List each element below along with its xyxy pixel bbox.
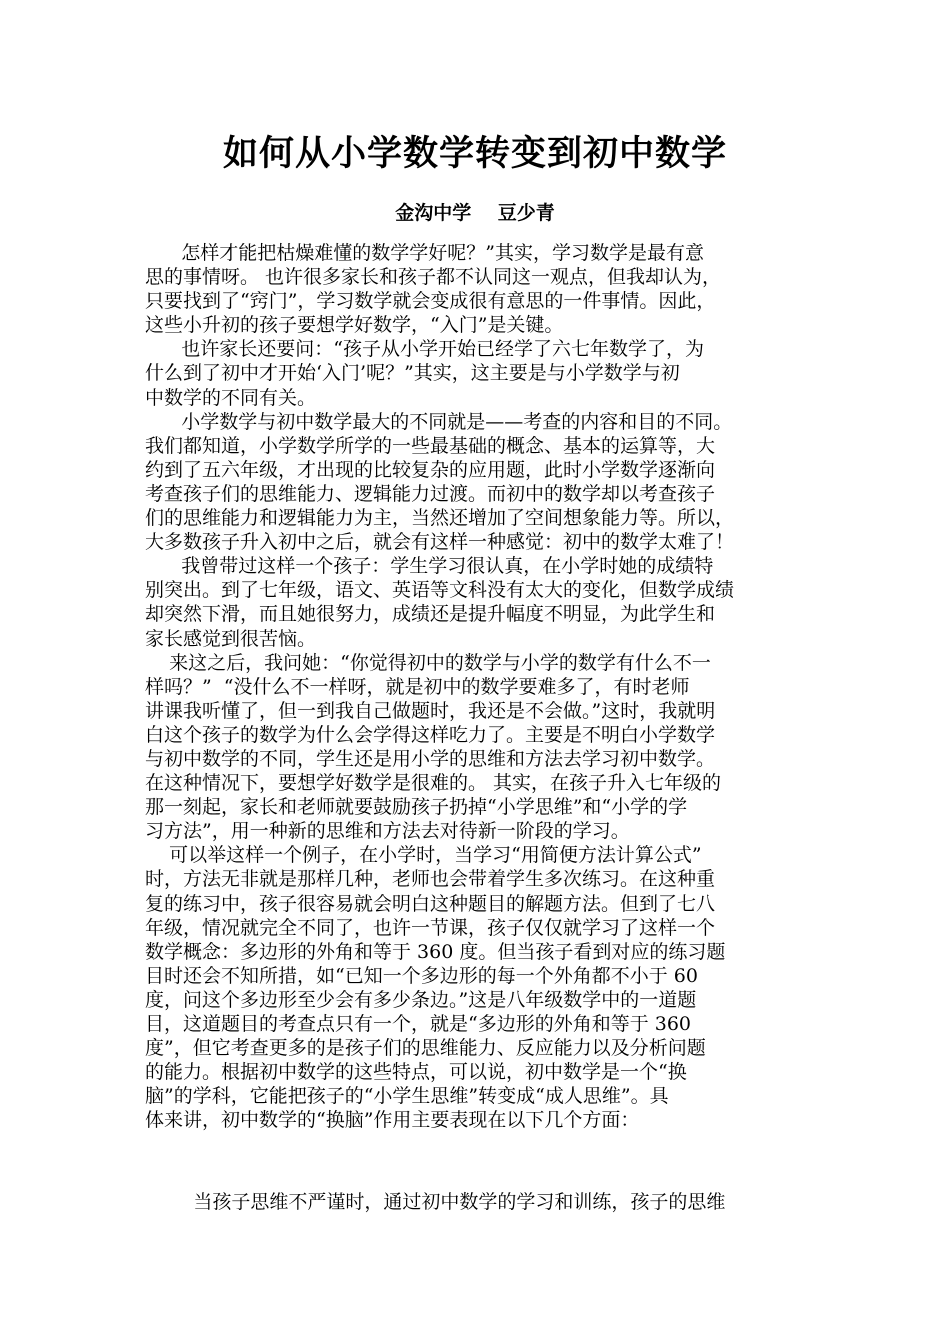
- text-line: 习方法”，用一种新的思维和方法去对待新一阶段的学习。: [145, 820, 630, 843]
- paragraph: [145, 410, 825, 555]
- text-line: 目时还会不知所措，如“已知一个多边形的每一个外角都不小于 60: [145, 964, 698, 987]
- text-line: 却突然下滑，而且她很努力，成绩还是提升幅度不明显，为此学生和: [145, 603, 716, 626]
- paragraph: [145, 554, 825, 650]
- text-line: 在这种情况下，要想学好数学是很难的。 其实，在孩子升入七年级的: [145, 772, 722, 795]
- paragraph: [145, 651, 825, 844]
- text-line: 考查孩子们的思维能力、逻辑能力过渡。而初中的数学却以考查孩子: [145, 482, 716, 505]
- text-line: 我们都知道，小学数学所学的一些最基础的概念、基本的运算等，大: [145, 434, 716, 457]
- text-line: 数学概念：多边形的外角和等于 360 度。但当孩子看到对应的练习题: [145, 940, 726, 963]
- paragraph: [145, 241, 825, 337]
- text-line: 目，这道题目的考查点只有一个，就是“多边形的外角和等于 360: [145, 1013, 692, 1035]
- text-line: 我曾带过这样一个孩子：学生学习很认真，在小学时她的成绩特: [145, 555, 714, 578]
- text-line: 体来讲，初中数学的“换脑”作用主要表现在以下几个方面：: [145, 1109, 640, 1132]
- text-line: 只要找到了“窍门”，学习数学就会变成很有意思的一件事情。因此，: [145, 290, 716, 313]
- text-line: 与初中数学的不同，学生还是用小学的思维和方法去学习初中数学。: [145, 747, 716, 770]
- text-line: 那一刻起，家长和老师就要鼓励孩子扔掉“小学思维”和“小学的学: [145, 796, 688, 819]
- text-line: 别突出。到了七年级，语文、英语等文科没有太大的变化，但数学成绩: [145, 579, 735, 602]
- document-title: 如何从小学数学转变到初中数学: [222, 133, 727, 174]
- text-line: 这些小升初的孩子要想学好数学，“入门”是关键。: [145, 314, 564, 337]
- text-line: 来这之后，我问她：“你觉得初中的数学与小学的数学有什么不一: [145, 651, 711, 674]
- text-line: 大多数孩子升入初中之后，就会有这样一种感觉：初中的数学太难了！: [145, 531, 735, 554]
- text-line: 约到了五六年级，才出现的比较复杂的应用题，此时小学数学逐渐向: [145, 458, 716, 481]
- text-line: 脑”的学科，它能把孩子的“小学生思维”转变成“成人思维”。具: [145, 1085, 669, 1108]
- text-line: 年级，情况就完全不同了，也许一节课，孩子仅仅就学习了这样一个: [145, 916, 716, 939]
- paragraph: [145, 843, 825, 1132]
- text-line: 度”，但它考查更多的是孩子们的思维能力、反应能力以及分析问题: [145, 1037, 706, 1060]
- paragraph: [145, 337, 825, 409]
- text-line: 当孩子思维不严谨时，通过初中数学的学习和训练，孩子的思维: [145, 1191, 726, 1213]
- author-line: 金沟中学 豆少青: [395, 202, 555, 224]
- text-line: 讲课我听懂了，但一到我自己做题时，我还是不会做。”这时，我就明: [145, 699, 716, 722]
- text-line: 的能力。根据初中数学的这些特点，可以说，初中数学是一个“换: [145, 1061, 687, 1084]
- text-line: 样吗？” “没什么不一样呀，就是初中的数学要难多了，有时老师: [145, 675, 690, 698]
- text-line: 白这个孩子的数学为什么会学得这样吃力了。主要是不明白小学数学: [145, 723, 716, 746]
- text-line: 怎样才能把枯燥难懂的数学学好呢？”其实，学习数学是最有意: [145, 242, 704, 264]
- text-line: 复的练习中，孩子很容易就会明白这种题目的解题方法。但到了七八: [145, 892, 716, 915]
- text-line: 家长感觉到很苦恼。: [145, 627, 317, 650]
- article-body: [145, 241, 825, 1132]
- text-line: 们的思维能力和逻辑能力为主，当然还增加了空间想象能力等。所以，: [145, 507, 735, 530]
- text-line: 也许家长还要问：“孩子从小学开始已经学了六七年数学了，为: [145, 338, 704, 361]
- text-line: 度，问这个多边形至少会有多少条边。”这是八年级数学中的一道题: [145, 988, 697, 1011]
- text-line: 可以举这样一个例子，在小学时，当学习“用简便方法计算公式”: [145, 844, 702, 867]
- text-line: 思的事情呀。 也许很多家长和孩子都不认同这一观点，但我却认为，: [145, 266, 722, 289]
- final-paragraph: [145, 1190, 825, 1214]
- text-line: 中数学的不同有关。: [145, 386, 317, 409]
- text-line: 时，方法无非就是那样几种，老师也会带着学生多次练习。在这种重: [145, 868, 716, 891]
- text-line: 什么到了初中才开始‘入门’呢？”其实，这主要是与小学数学与初: [145, 362, 680, 385]
- text-line: 小学数学与初中数学最大的不同就是——考查的内容和目的不同。: [145, 410, 733, 433]
